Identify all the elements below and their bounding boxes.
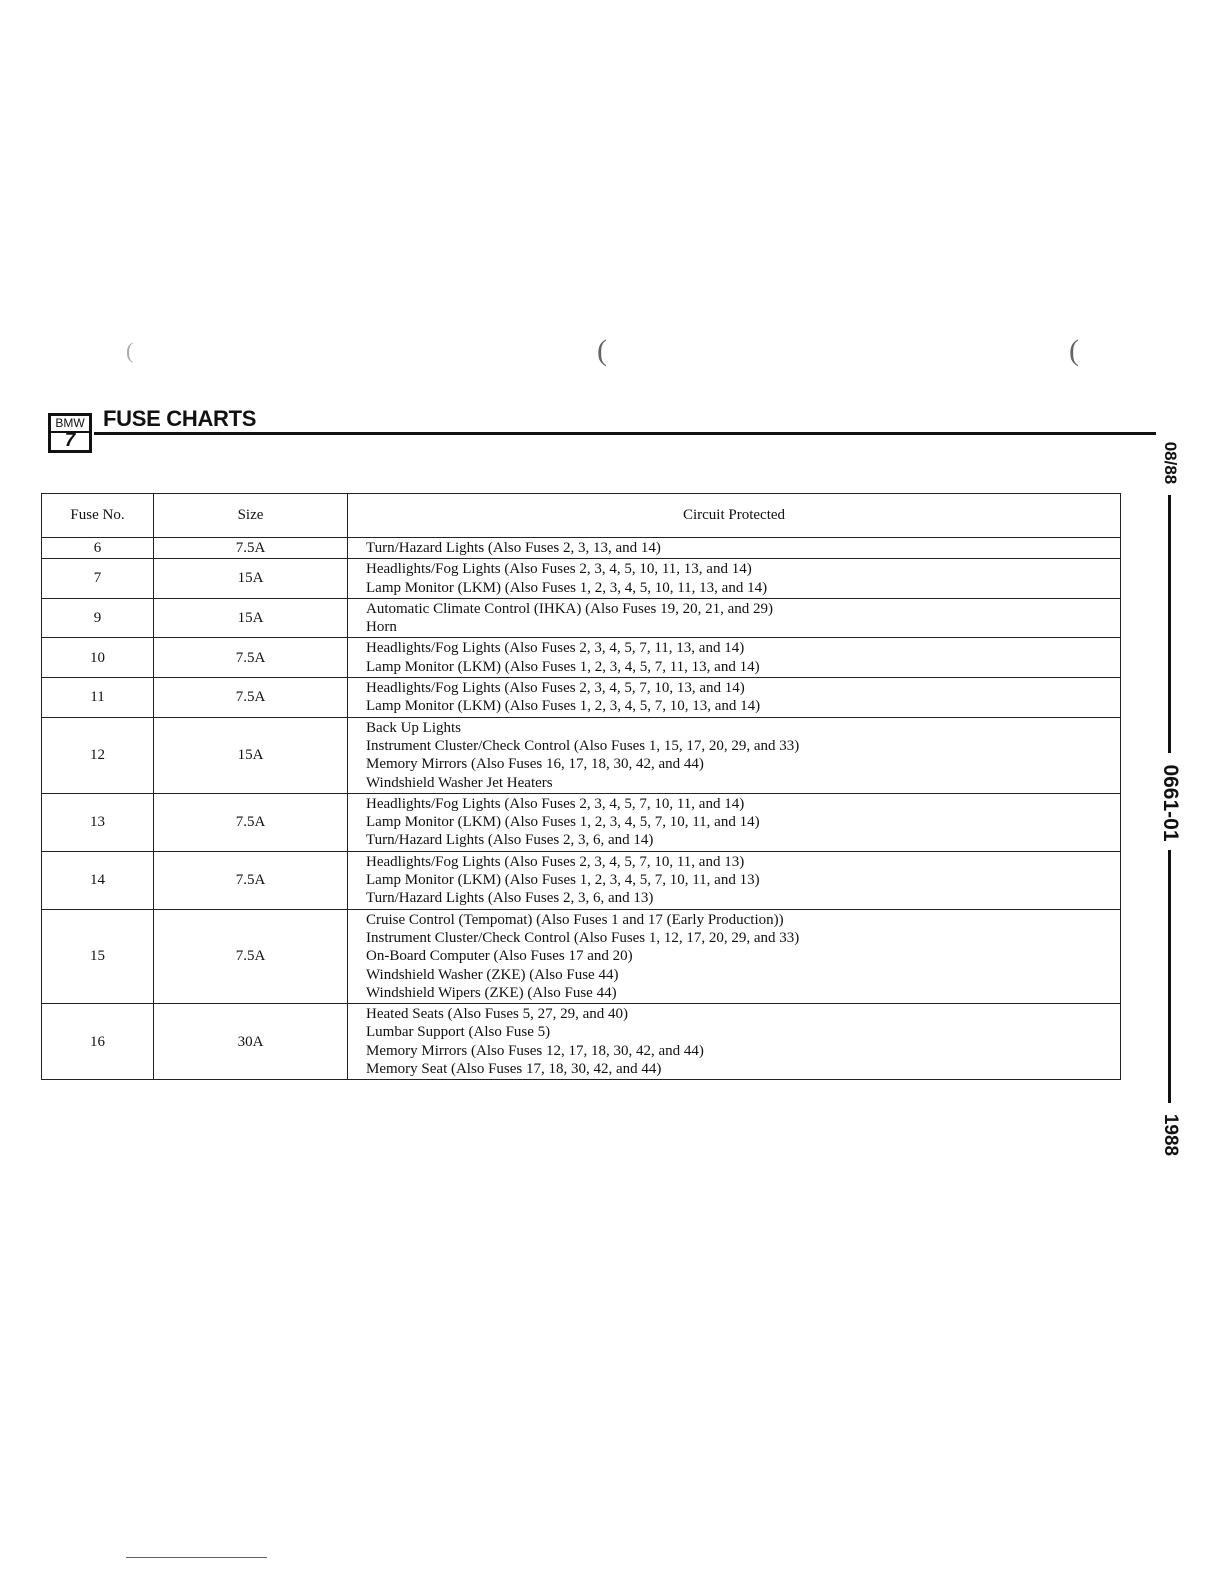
circuit-protected-cell xyxy=(348,598,1121,638)
header-size xyxy=(154,494,348,538)
circuit-entry: Headlights/Fog Lights (Also Fuses 2, 3, 4, 5, 7, 10, 11, and 13) xyxy=(366,853,745,870)
circuit-entry: Turn/Hazard Lights (Also Fuses 2, 3, 6, and 14) xyxy=(366,832,654,849)
side-divider xyxy=(1168,850,1171,1103)
circuit-entry: Turn/Hazard Lights (Also Fuses 2, 3, 13, and 14) xyxy=(366,540,661,556)
table-row xyxy=(42,678,1121,718)
fuse-number-cell: 15 xyxy=(42,909,154,1003)
circuit-protected-cell xyxy=(348,559,1121,599)
circuit-entry: Memory Mirrors (Also Fuses 12, 17, 18, 30, 42, and 44) xyxy=(366,1042,704,1059)
circuit-entry: Back Up Lights xyxy=(366,719,461,736)
fuse-size-cell: 30A xyxy=(154,1004,348,1080)
circuit-entry: Lamp Monitor (LKM) (Also Fuses 1, 2, 3, 4, 5, 7, 10, 11, and 13) xyxy=(366,872,760,889)
header-fuse-no xyxy=(42,494,154,538)
margin-mark: ( xyxy=(1069,334,1079,367)
logo-model: 7 xyxy=(64,430,76,451)
fuse-number-cell: 14 xyxy=(42,851,154,909)
circuit-protected-cell xyxy=(348,538,1121,559)
circuit-entry: Headlights/Fog Lights (Also Fuses 2, 3, 4, 5, 7, 10, 11, and 14) xyxy=(366,795,745,812)
circuit-entry: Lamp Monitor (LKM) (Also Fuses 1, 2, 3, 4, 5, 7, 10, 13, and 14) xyxy=(366,698,761,715)
circuit-entry: Lumbar Support (Also Fuse 5) xyxy=(366,1024,551,1041)
circuit-entry: Heated Seats (Also Fuses 5, 27, 29, and 40) xyxy=(366,1006,629,1023)
circuit-entry: Headlights/Fog Lights (Also Fuses 2, 3, 4, 5, 7, 11, 13, and 14) xyxy=(366,640,745,657)
circuit-protected-cell xyxy=(348,678,1121,718)
circuit-entry: Headlights/Fog Lights (Also Fuses 2, 3, 4, 5, 10, 11, 13, and 14) xyxy=(366,561,752,578)
fuse-size-cell: 15A xyxy=(154,559,348,599)
fuse-size-cell: 7.5A xyxy=(154,638,348,678)
table-header-row xyxy=(42,494,1121,538)
circuit-entry: Horn xyxy=(366,619,397,636)
circuit-entry: Instrument Cluster/Check Control (Also Fuses 1, 12, 17, 20, 29, and 33) xyxy=(366,929,800,946)
circuit-entry: Automatic Climate Control (IHKA) (Also Fuses 19, 20, 21, and 29) xyxy=(366,600,774,617)
circuit-entry: Memory Seat (Also Fuses 17, 18, 30, 42, and 44) xyxy=(366,1061,662,1078)
fuse-size-cell: 7.5A xyxy=(154,793,348,851)
table-row xyxy=(42,559,1121,599)
fuse-size-cell: 7.5A xyxy=(154,538,348,559)
footer-line xyxy=(126,1557,267,1558)
circuit-entry: Cruise Control (Tempomat) (Also Fuses 1 and 17 (Early Production)) xyxy=(366,911,784,928)
circuit-entry: Lamp Monitor (LKM) (Also Fuses 1, 2, 3, 4, 5, 10, 11, 13, and 14) xyxy=(366,579,768,596)
circuit-entry: Lamp Monitor (LKM) (Also Fuses 1, 2, 3, 4, 5, 7, 10, 11, and 14) xyxy=(366,814,760,831)
circuit-entry: Instrument Cluster/Check Control (Also Fuses 1, 15, 17, 20, 29, and 33) xyxy=(366,737,800,754)
table-row xyxy=(42,538,1121,559)
circuit-entry: Turn/Hazard Lights (Also Fuses 2, 3, 6, and 13) xyxy=(366,890,654,907)
side-date: 08/88 xyxy=(1161,441,1180,485)
table-row xyxy=(42,638,1121,678)
circuit-protected-cell xyxy=(348,909,1121,1003)
page-title: FUSE CHARTS xyxy=(103,406,257,431)
fuse-size-cell: 7.5A xyxy=(154,909,348,1003)
table-row xyxy=(42,851,1121,909)
circuit-protected-cell xyxy=(348,851,1121,909)
circuit-entry: Headlights/Fog Lights (Also Fuses 2, 3, 4, 5, 7, 10, 13, and 14) xyxy=(366,680,745,697)
circuit-protected-cell xyxy=(348,638,1121,678)
bmw-7-logo xyxy=(48,413,92,453)
fuse-size-cell: 7.5A xyxy=(154,678,348,718)
fuse-number-cell: 10 xyxy=(42,638,154,678)
circuit-entry: Windshield Washer Jet Heaters xyxy=(366,774,553,791)
circuit-entry: Lamp Monitor (LKM) (Also Fuses 1, 2, 3, 4, 5, 7, 11, 13, and 14) xyxy=(366,658,760,675)
margin-mark: ( xyxy=(597,334,607,367)
header-circuit xyxy=(348,494,1121,538)
fuse-number-cell: 13 xyxy=(42,793,154,851)
table-row xyxy=(42,1004,1121,1080)
fuse-number-cell: 6 xyxy=(42,538,154,559)
fuse-chart-table xyxy=(41,493,1121,1080)
fuse-number-cell: 9 xyxy=(42,598,154,638)
fuse-size-cell: 15A xyxy=(154,717,348,793)
fuse-size-cell: 7.5A xyxy=(154,851,348,909)
fuse-number-cell: 11 xyxy=(42,678,154,718)
circuit-protected-cell xyxy=(348,793,1121,851)
circuit-entry: Memory Mirrors (Also Fuses 16, 17, 18, 30, 42, and 44) xyxy=(366,756,704,773)
circuit-entry: Windshield Wipers (ZKE) (Also Fuse 44) xyxy=(366,984,617,1001)
header-circuit-label: Circuit Protected xyxy=(682,507,786,524)
circuit-protected-cell xyxy=(348,1004,1121,1080)
side-page-number: 0661-01 xyxy=(1159,764,1182,842)
table-row xyxy=(42,909,1121,1003)
header-rule xyxy=(94,432,1156,435)
fuse-number-cell: 7 xyxy=(42,559,154,599)
logo-brand: BMW xyxy=(51,416,89,433)
margin-mark: ( xyxy=(126,338,134,363)
header-size-label: Size xyxy=(237,507,264,524)
side-divider xyxy=(1168,495,1171,753)
fuse-size-cell: 15A xyxy=(154,598,348,638)
table-row xyxy=(42,598,1121,638)
circuit-protected-cell xyxy=(348,717,1121,793)
fuse-number-cell: 12 xyxy=(42,717,154,793)
header-fuse-no-label: Fuse No. xyxy=(70,507,125,524)
side-year: 1988 xyxy=(1160,1113,1181,1157)
circuit-entry: Windshield Washer (ZKE) (Also Fuse 44) xyxy=(366,966,619,983)
fuse-number-cell: 16 xyxy=(42,1004,154,1080)
circuit-entry: On-Board Computer (Also Fuses 17 and 20) xyxy=(366,948,633,965)
table-row xyxy=(42,793,1121,851)
table-row xyxy=(42,717,1121,793)
